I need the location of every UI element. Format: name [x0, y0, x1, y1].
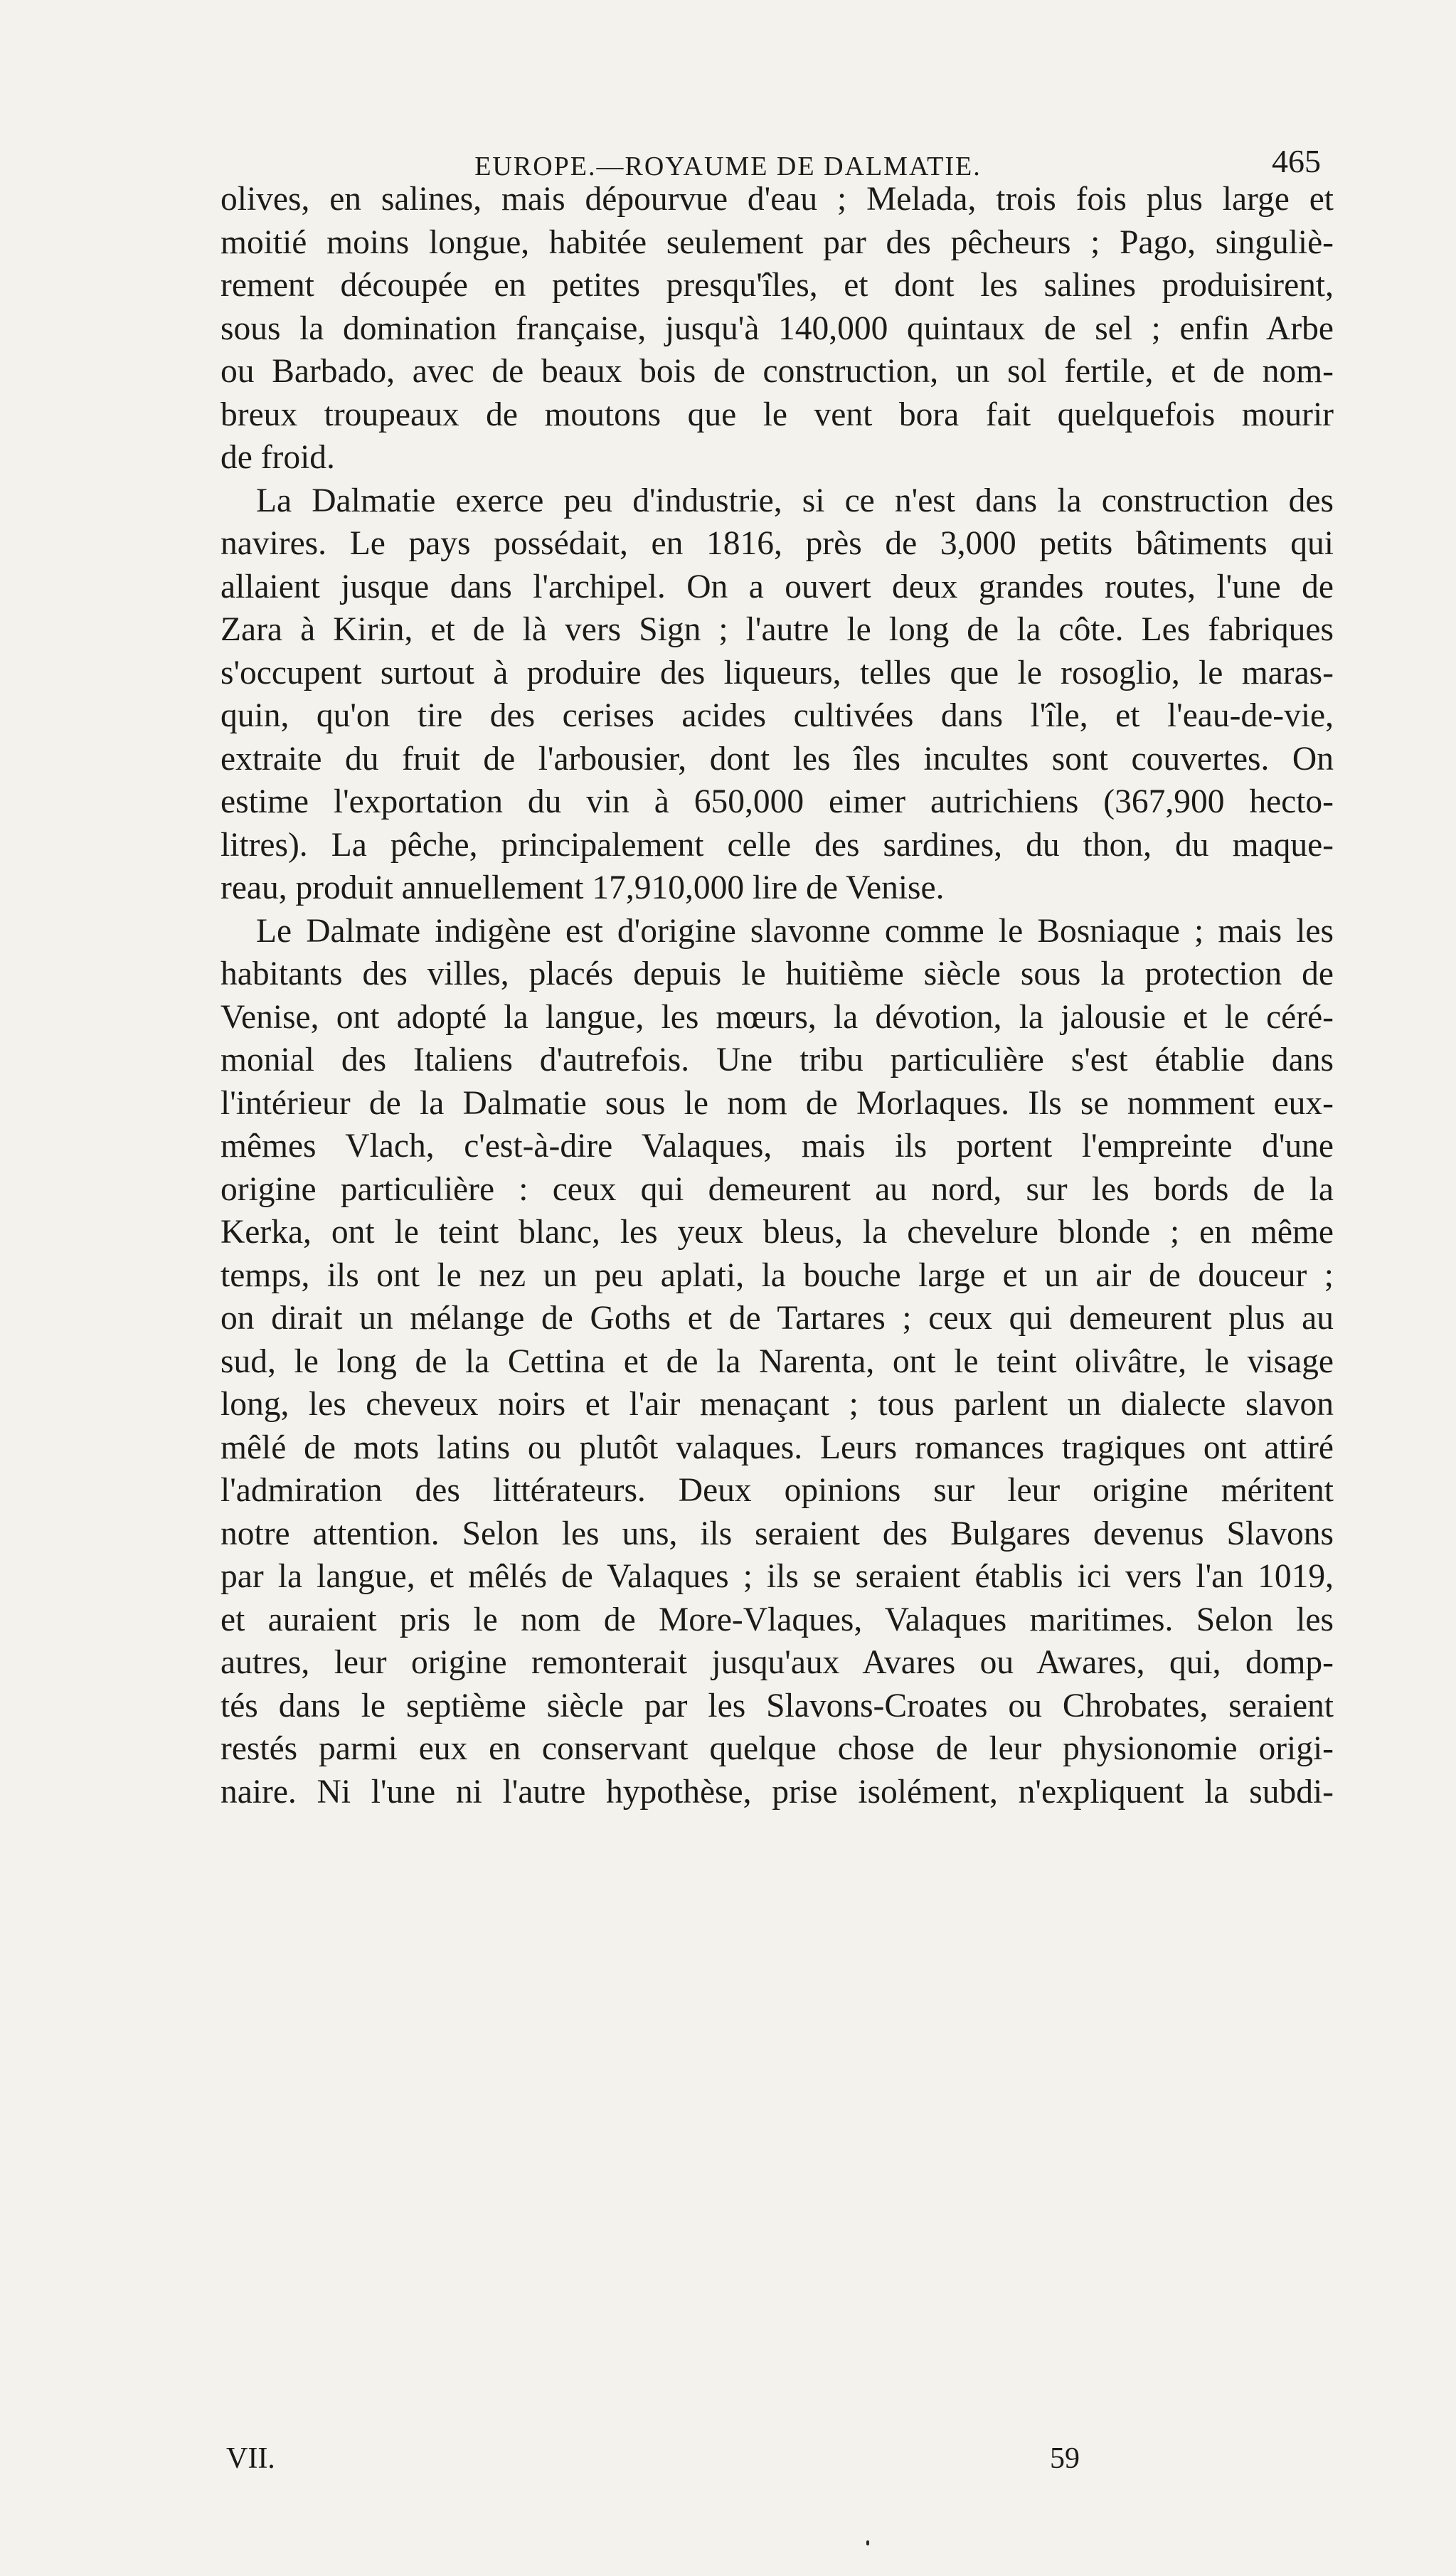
text-line: naire. Ni l'une ni l'autre hypothèse, prise isolément, n'expliquent la subdi- — [220, 1773, 1334, 1811]
text-line: tés dans le septième siècle par les Slavons-Croates ou Chrobates, seraient — [220, 1687, 1334, 1724]
text-line: extraite du fruit de l'arbousier, dont les îles incultes sont couvertes. On — [220, 740, 1334, 778]
text-line: Venise, ont adopté la langue, les mœurs, la dévotion, la jalousie et le céré- — [220, 998, 1334, 1036]
text-line: allaient jusque dans l'archipel. On a ouvert deux grandes routes, l'une de — [220, 568, 1334, 605]
text-line: olives, en salines, mais dépourvue d'eau ; Melada, trois fois plus large et — [220, 181, 1334, 218]
running-header: EUROPE.—ROYAUME DE DALMATIE. — [474, 152, 982, 181]
sheet-number: 59 — [1050, 2442, 1080, 2475]
text-line: par la langue, et mêlés de Valaques ; ils se seraient établis ici vers l'an 1019, — [220, 1558, 1334, 1595]
text-line: mêmes Vlach, c'est-à-dire Valaques, mais ils portent l'empreinte d'une — [220, 1128, 1334, 1165]
text-line: l'admiration des littérateurs. Deux opinions sur leur origine méritent — [220, 1472, 1334, 1509]
page-number: 465 — [1272, 143, 1321, 179]
text-line: autres, leur origine remonterait jusqu'aux Avares ou Awares, qui, domp- — [220, 1644, 1334, 1681]
text-line: mêlé de mots latins ou plutôt valaques. Leurs romances tragiques ont attiré — [220, 1429, 1334, 1466]
text-line: notre attention. Selon les uns, ils seraient des Bulgares devenus Slavons — [220, 1515, 1334, 1552]
text-line: origine particulière : ceux qui demeurent au nord, sur les bords de la — [220, 1170, 1334, 1208]
text-line: restés parmi eux en conservant quelque chose de leur physionomie origi- — [220, 1730, 1334, 1767]
text-line: estime l'exportation du vin à 650,000 eimer autrichiens (367,900 hecto- — [220, 783, 1334, 820]
text-line: sous la domination française, jusqu'à 140,000 quintaux de sel ; enfin Arbe — [220, 309, 1334, 347]
text-line: moitié moins longue, habitée seulement par des pêcheurs ; Pago, singuliè- — [220, 223, 1334, 261]
text-line: rement découpée en petites presqu'îles, et dont les salines produisirent, — [220, 267, 1334, 304]
text-line: navires. Le pays possédait, en 1816, près de 3,000 petits bâtiments qui — [220, 525, 1334, 562]
text-line: monial des Italiens d'autrefois. Une tribu particulière s'est établie dans — [220, 1041, 1334, 1078]
text-line: on dirait un mélange de Goths et de Tartares ; ceux qui demeurent plus au — [220, 1300, 1334, 1337]
text-line: et auraient pris le nom de More-Vlaques, Valaques maritimes. Selon les — [220, 1601, 1334, 1638]
text-line: Kerka, ont le teint blanc, les yeux bleus, la chevelure blonde ; en même — [220, 1214, 1334, 1251]
text-line: l'intérieur de la Dalmatie sous le nom de Morlaques. Ils se nomment eux- — [220, 1084, 1334, 1122]
text-line: habitants des villes, placés depuis le huitième siècle sous la protection de — [220, 955, 1334, 992]
text-line: La Dalmatie exerce peu d'industrie, si ce n'est dans la construction des — [256, 482, 1334, 519]
ink-speck — [866, 2540, 869, 2545]
text-line: litres). La pêche, principalement celle des sardines, du thon, du maque- — [220, 826, 1334, 864]
body-text — [220, 178, 1334, 1813]
text-line: long, les cheveux noirs et l'air menaçant ; tous parlent un dialecte slavon — [220, 1386, 1334, 1423]
text-line: temps, ils ont le nez un peu aplati, la bouche large et un air de douceur ; — [220, 1256, 1334, 1294]
text-line: s'occupent surtout à produire des liqueurs, telles que le rosoglio, le maras- — [220, 654, 1334, 691]
text-line: ou Barbado, avec de beaux bois de construction, un sol fertile, et de nom- — [220, 353, 1334, 390]
text-line: de froid. — [220, 439, 335, 476]
text-line: reau, produit annuellement 17,910,000 lire de Venise. — [220, 869, 945, 906]
text-line: sud, le long de la Cettina et de la Narenta, ont le teint olivâtre, le visage — [220, 1342, 1334, 1380]
text-line: quin, qu'on tire des cerises acides cultivées dans l'île, et l'eau-de-vie, — [220, 697, 1334, 734]
text-line: Zara à Kirin, et de là vers Sign ; l'autre le long de la côte. Les fabriques — [220, 611, 1334, 648]
text-line: Le Dalmate indigène est d'origine slavonne comme le Bosniaque ; mais les — [256, 912, 1334, 950]
page-footer — [220, 2442, 1334, 2484]
signature-mark: VII. — [226, 2442, 275, 2475]
text-line: breux troupeaux de moutons que le vent bora fait quelquefois mourir — [220, 396, 1334, 433]
